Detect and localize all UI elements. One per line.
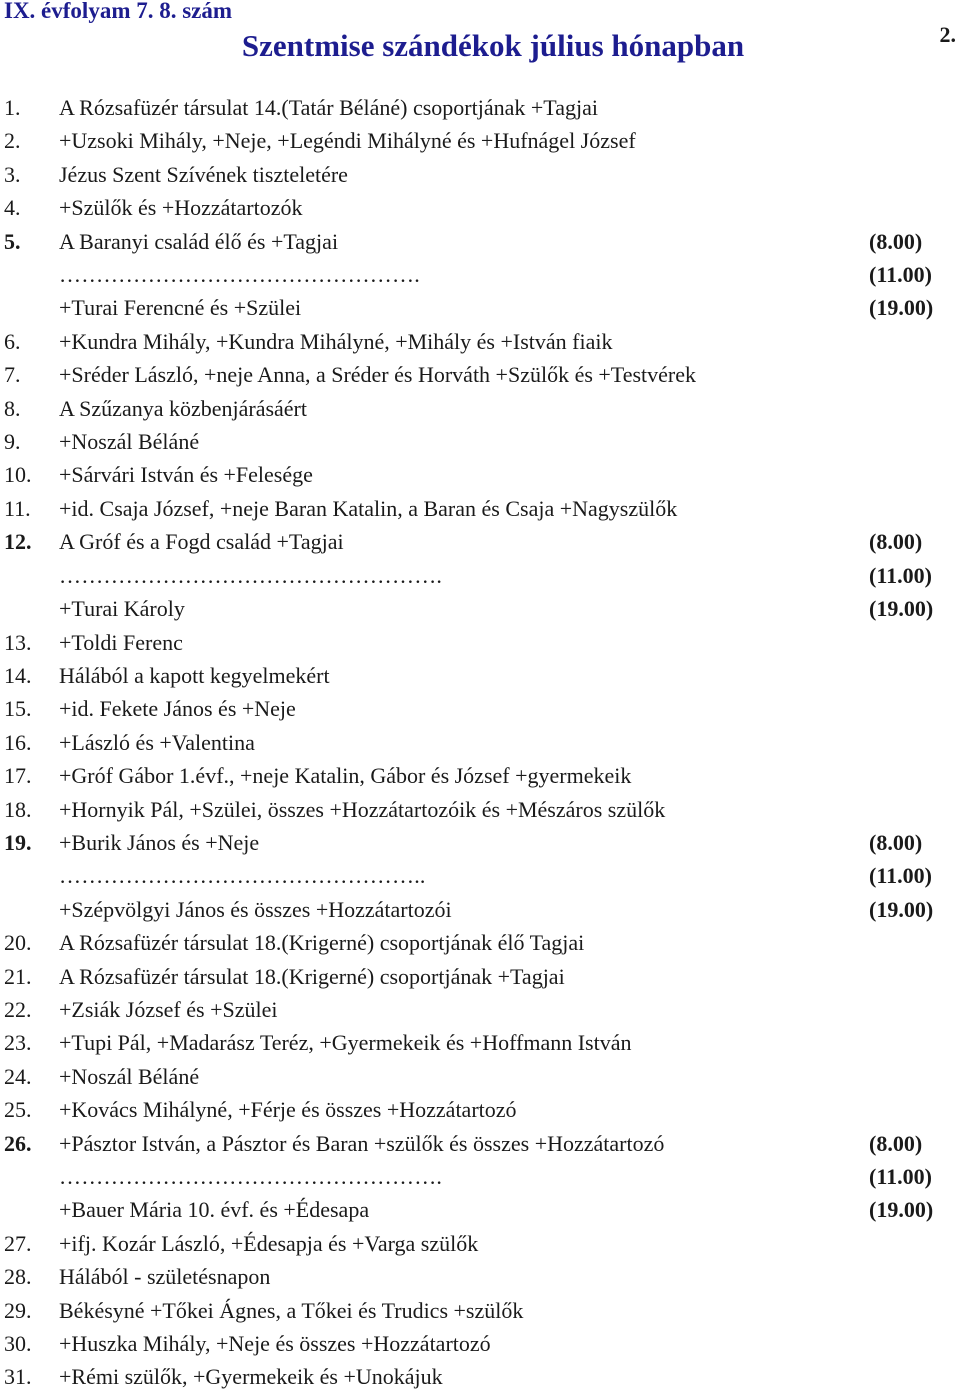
mass-time: (8.00) bbox=[869, 529, 923, 555]
list-item bbox=[0, 692, 960, 725]
mass-time: (11.00) bbox=[869, 1164, 932, 1189]
item-number: 31. bbox=[4, 1364, 32, 1390]
item-number: 28. bbox=[4, 1264, 32, 1290]
item-number: 10. bbox=[4, 462, 32, 488]
item-number: 8. bbox=[4, 395, 21, 421]
list-item bbox=[0, 458, 960, 491]
mass-time: (11.00) bbox=[869, 262, 932, 288]
item-text: +Hornyik Pál, +Szülei, összes +Hozzátartozóik és +Mészáros szülők bbox=[59, 796, 666, 822]
item-text: +Toldi Ferenc bbox=[59, 629, 183, 655]
item-text: +Sréder László, +neje Anna, a Sréder és Horváth +Szülők és +Testvérek bbox=[59, 362, 697, 388]
item-text: Jézus Szent Szívének tiszteletére bbox=[59, 161, 348, 187]
list-item bbox=[0, 525, 960, 558]
list-item bbox=[0, 492, 960, 525]
list-item bbox=[0, 1060, 960, 1093]
mass-time: (19.00) bbox=[869, 295, 934, 321]
item-number: 22. bbox=[4, 996, 32, 1022]
mass-time: (8.00) bbox=[869, 829, 923, 855]
mass-time: (8.00) bbox=[869, 228, 923, 254]
item-number: 13. bbox=[4, 629, 32, 655]
list-item bbox=[0, 1160, 960, 1193]
list-item bbox=[0, 893, 960, 926]
list-item bbox=[0, 926, 960, 959]
list-item bbox=[0, 425, 960, 458]
item-number: 25. bbox=[4, 1097, 32, 1123]
list-item bbox=[0, 392, 960, 425]
item-text: +László és +Valentina bbox=[59, 729, 255, 755]
item-text: A Gróf és a Fogd család +Tagjai bbox=[59, 529, 344, 555]
page-header bbox=[0, 0, 960, 70]
list-item bbox=[0, 1294, 960, 1327]
item-number: 11. bbox=[4, 495, 31, 521]
mass-time: (19.00) bbox=[869, 596, 934, 622]
issue-label: IX. évfolyam 7. 8. szám bbox=[4, 0, 233, 23]
item-number: 29. bbox=[4, 1297, 32, 1323]
list-item bbox=[0, 1227, 960, 1260]
item-text: Hálából - születésnapon bbox=[59, 1264, 271, 1290]
item-text: +Uzsoki Mihály, +Neje, +Legéndi Mihályné és +Hufnágel József bbox=[59, 128, 636, 154]
item-text: Békésyné +Tőkei Ágnes, a Tőkei és Trudics +szülők bbox=[59, 1297, 524, 1323]
list-item bbox=[0, 258, 960, 291]
item-text: A Baranyi család élő és +Tagjai bbox=[59, 228, 339, 254]
item-number: 24. bbox=[4, 1063, 32, 1089]
item-text: +ifj. Kozár László, +Édesapja és +Varga szülők bbox=[59, 1230, 479, 1256]
item-text: +id. Fekete János és +Neje bbox=[59, 696, 296, 722]
item-text: +Gróf Gábor 1.évf., +neje Katalin, Gábor és József +gyermekeik bbox=[59, 763, 632, 789]
mass-intentions-list bbox=[0, 91, 960, 1394]
item-number: 18. bbox=[4, 796, 32, 822]
list-item bbox=[0, 1193, 960, 1226]
item-text: +Szülők és +Hozzátartozók bbox=[59, 195, 303, 221]
item-number: 16. bbox=[4, 729, 32, 755]
item-text: +Bauer Mária 10. évf. és +Édesapa bbox=[59, 1197, 370, 1223]
item-text: ……………………………………………. bbox=[59, 562, 443, 588]
list-item bbox=[0, 91, 960, 124]
item-text: +Noszál Béláné bbox=[59, 1063, 200, 1089]
item-text: +Turai Ferencné és +Szülei bbox=[59, 295, 302, 321]
item-text: +Szépvölgyi János és összes +Hozzátartozói bbox=[59, 896, 452, 922]
item-number: 9. bbox=[4, 429, 21, 455]
list-item bbox=[0, 559, 960, 592]
list-item bbox=[0, 960, 960, 993]
page-title-text: Szentmise szándékok július hónapban bbox=[241, 28, 745, 63]
mass-time: (19.00) bbox=[869, 1197, 934, 1223]
item-number: 15. bbox=[4, 696, 32, 722]
item-number: 21. bbox=[4, 963, 32, 989]
item-text: ……………………………………………. bbox=[59, 1164, 443, 1189]
list-item bbox=[0, 726, 960, 759]
item-text: Hálából a kapott kegyelmekért bbox=[59, 662, 330, 688]
list-item bbox=[0, 759, 960, 792]
item-text: +id. Csaja József, +neje Baran Katalin, a Baran és Csaja +Nagyszülők bbox=[59, 495, 678, 521]
mass-time: (11.00) bbox=[869, 562, 932, 588]
item-number: 14. bbox=[4, 662, 32, 688]
list-item bbox=[0, 1260, 960, 1293]
item-text: +Burik János és +Neje bbox=[59, 829, 260, 855]
item-number: 6. bbox=[4, 328, 21, 354]
page-title bbox=[0, 28, 960, 64]
mass-time: (8.00) bbox=[869, 1130, 923, 1156]
list-item bbox=[0, 325, 960, 358]
list-item bbox=[0, 291, 960, 324]
item-number: 26. bbox=[4, 1130, 32, 1156]
item-number: 19. bbox=[4, 829, 32, 855]
item-number: 7. bbox=[4, 362, 21, 388]
item-text: +Turai Károly bbox=[59, 596, 185, 622]
list-item bbox=[0, 124, 960, 157]
list-item bbox=[0, 358, 960, 391]
item-text: A Rózsafüzér társulat 18.(Krigerné) csoportjának +Tagjai bbox=[59, 963, 565, 989]
item-text: +Huszka Mihály, +Neje és összes +Hozzátartozó bbox=[59, 1331, 491, 1357]
list-item bbox=[0, 659, 960, 692]
item-text: +Pásztor István, a Pásztor és Baran +szülők és összes +Hozzátartozó bbox=[59, 1130, 665, 1156]
item-number: 4. bbox=[4, 195, 21, 221]
item-number: 30. bbox=[4, 1331, 32, 1357]
item-text: A Szűzanya közbenjárásáért bbox=[59, 395, 307, 421]
list-item bbox=[0, 626, 960, 659]
item-number: 27. bbox=[4, 1230, 32, 1256]
item-text: +Noszál Béláné bbox=[59, 429, 200, 455]
list-item bbox=[0, 225, 960, 258]
list-item bbox=[0, 1127, 960, 1160]
page-number: 2. bbox=[939, 22, 956, 47]
list-item bbox=[0, 191, 960, 224]
item-number: 12. bbox=[4, 529, 32, 555]
list-item bbox=[0, 592, 960, 625]
item-number: 17. bbox=[4, 763, 32, 789]
item-text: +Sárvári István és +Felesége bbox=[59, 462, 313, 488]
list-item bbox=[0, 793, 960, 826]
item-number: 23. bbox=[4, 1030, 32, 1056]
item-text: +Kovács Mihályné, +Férje és összes +Hozzátartozó bbox=[59, 1097, 517, 1123]
mass-time: (19.00) bbox=[869, 896, 934, 922]
item-number: 3. bbox=[4, 161, 21, 187]
item-text: +Tupi Pál, +Madarász Teréz, +Gyermekeik és +Hoffmann István bbox=[59, 1030, 632, 1056]
list-item bbox=[0, 158, 960, 191]
item-number: 1. bbox=[4, 95, 21, 120]
item-text: A Rózsafüzér társulat 14.(Tatár Béláné) csoportjának +Tagjai bbox=[59, 95, 598, 120]
item-text: …………………………………………. bbox=[59, 262, 420, 288]
item-text: ………………………………………….. bbox=[59, 863, 426, 889]
list-item bbox=[0, 1093, 960, 1126]
item-text: +Rémi szülők, +Gyermekeik és +Unokájuk bbox=[59, 1364, 443, 1390]
item-text: +Kundra Mihály, +Kundra Mihályné, +Mihály és +István fiaik bbox=[59, 328, 613, 354]
mass-time: (11.00) bbox=[869, 863, 932, 889]
item-text: A Rózsafüzér társulat 18.(Krigerné) csoportjának élő Tagjai bbox=[59, 930, 585, 956]
item-number: 2. bbox=[4, 128, 21, 154]
item-number: 5. bbox=[4, 228, 21, 254]
list-item bbox=[0, 1026, 960, 1059]
list-item bbox=[0, 826, 960, 859]
item-number: 20. bbox=[4, 930, 32, 956]
list-item bbox=[0, 1360, 960, 1393]
list-item bbox=[0, 859, 960, 892]
list-item bbox=[0, 1327, 960, 1360]
list-item bbox=[0, 993, 960, 1026]
item-text: +Zsiák József és +Szülei bbox=[59, 996, 278, 1022]
